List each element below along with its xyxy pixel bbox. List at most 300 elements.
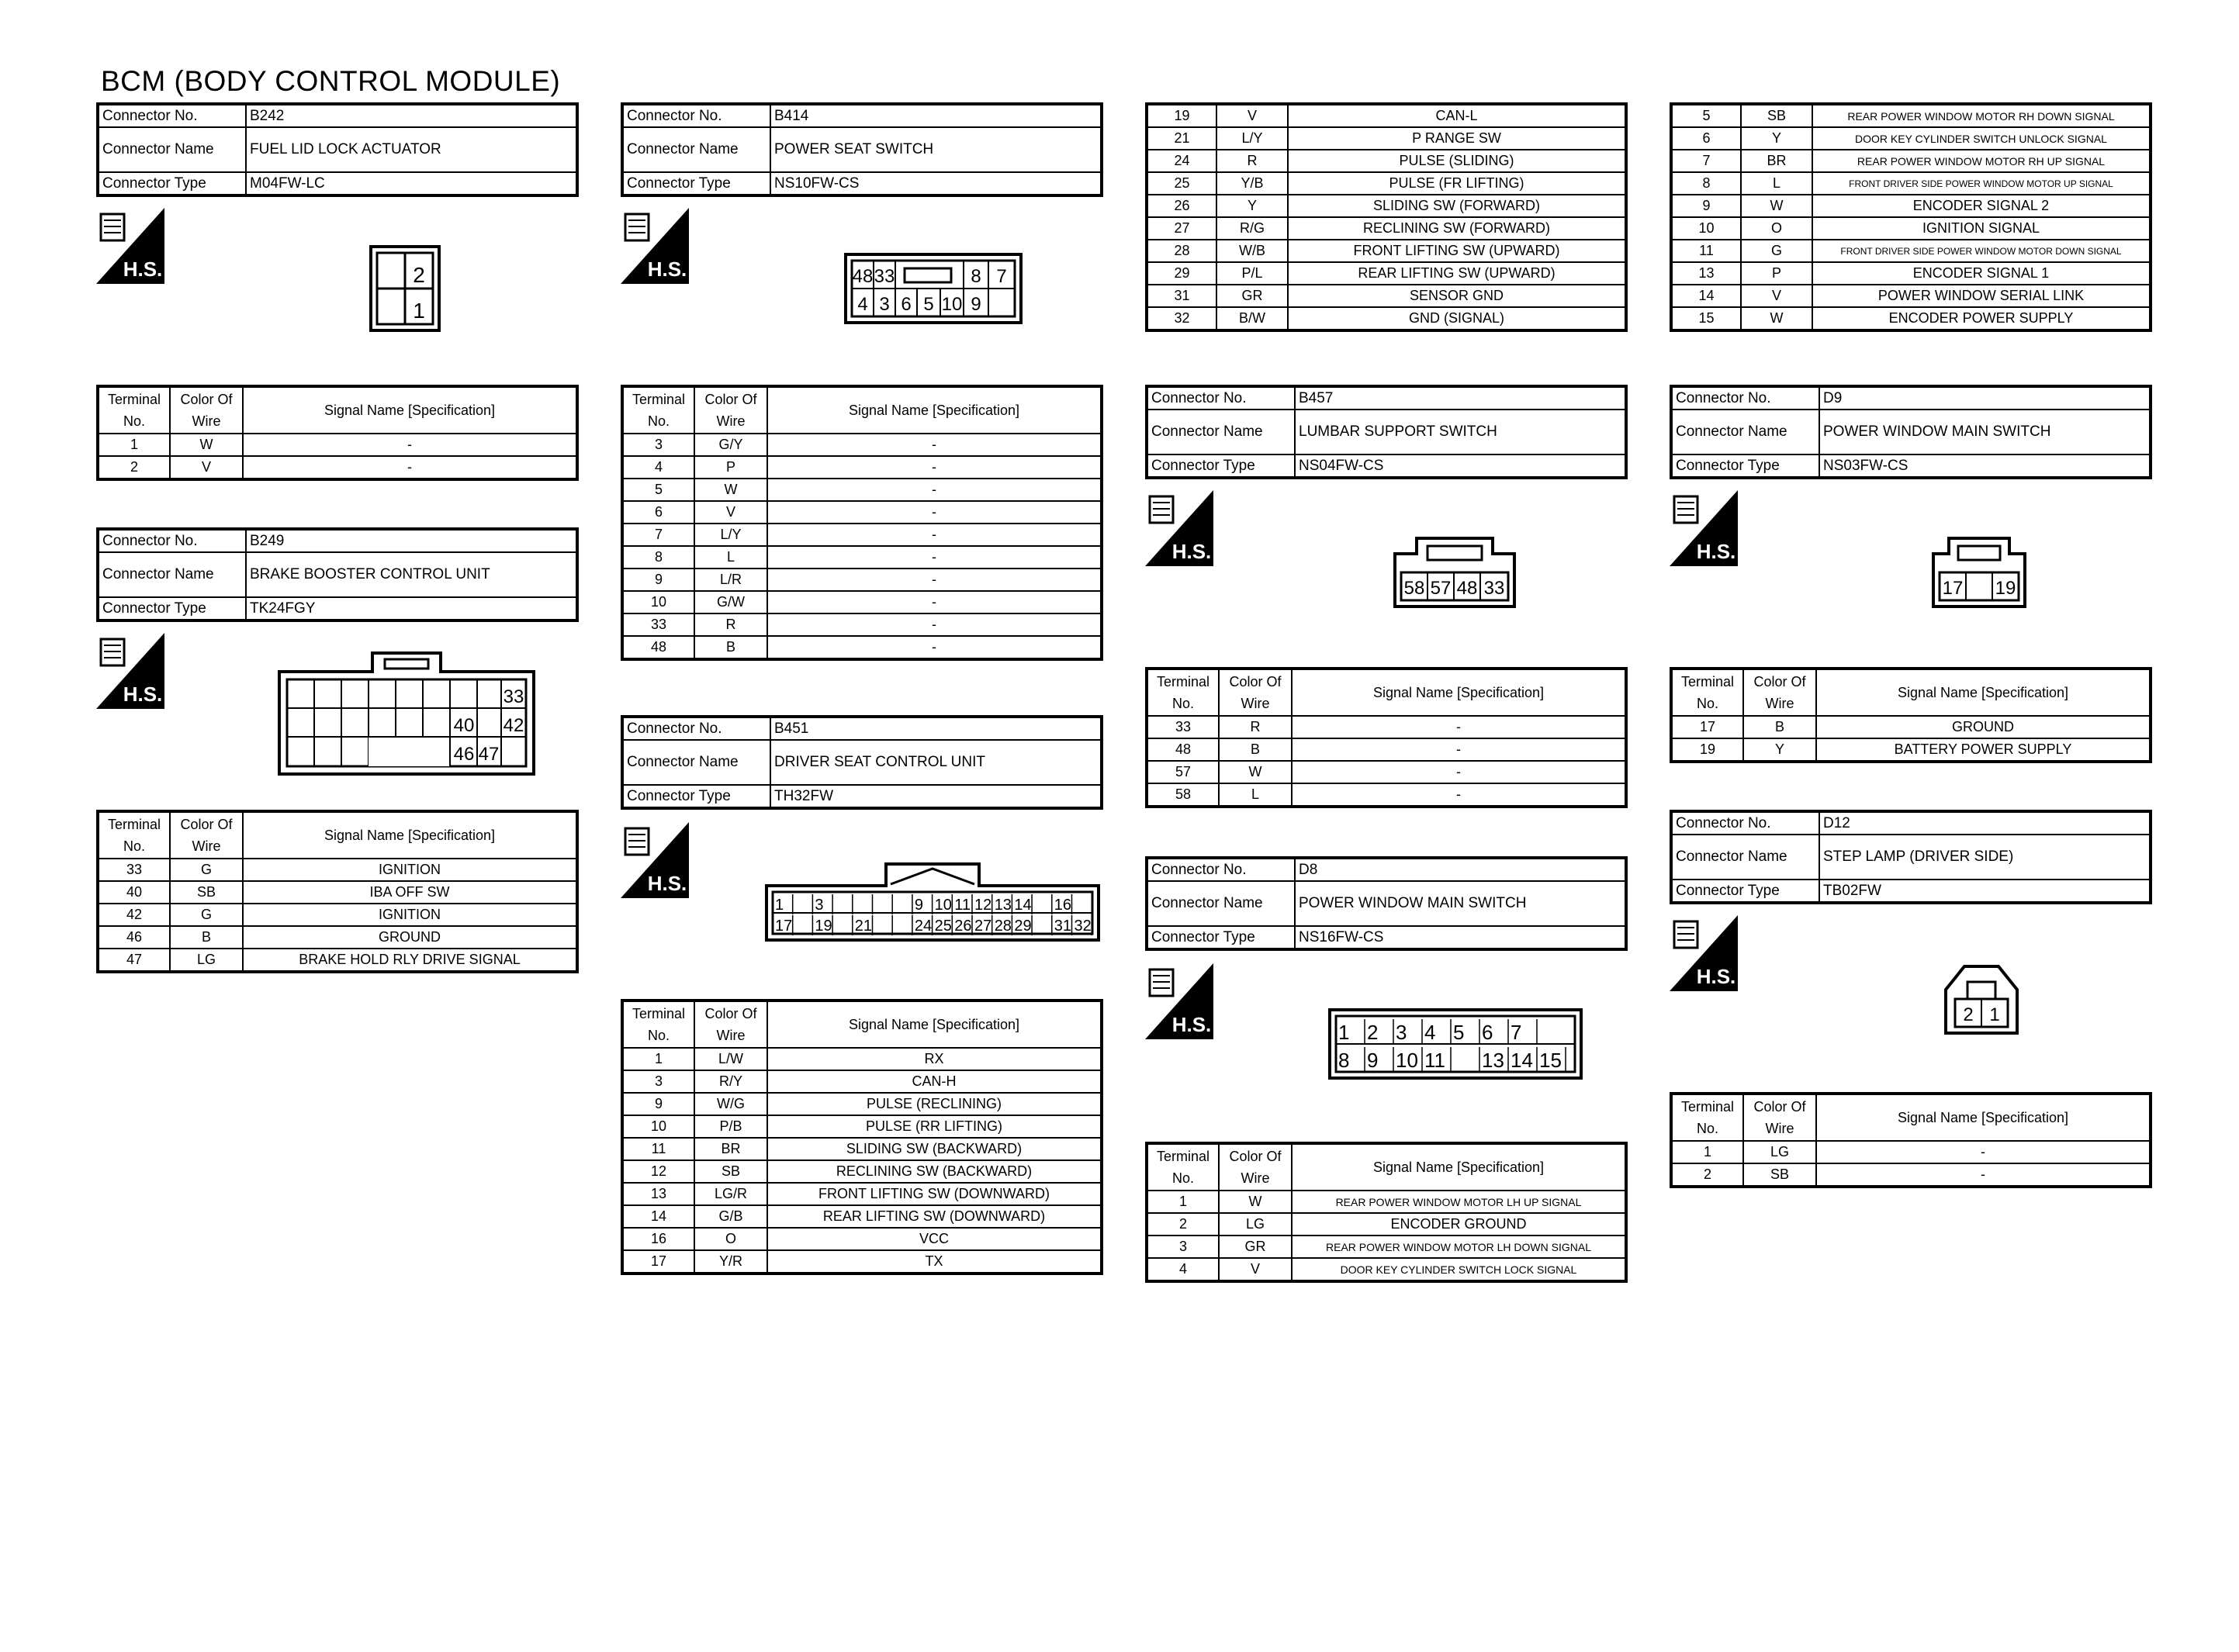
terminal-no-cell: 3: [622, 1070, 694, 1093]
wire-color-cell: G: [1741, 240, 1812, 262]
table-row: [1671, 150, 2151, 172]
wire-color-cell: Y: [1741, 127, 1812, 150]
table-row: [622, 569, 1102, 591]
terminal-no-cell: 47: [98, 949, 170, 972]
terminal-table-b457: [1145, 667, 1628, 808]
connector-face-b451: [765, 862, 1100, 942]
table-row: [1147, 1213, 1626, 1236]
svg-text:H.S.: H.S.: [647, 257, 687, 281]
table-row: [98, 881, 577, 904]
signal-name-cell: -: [767, 591, 1102, 613]
pin-label: 14: [1014, 897, 1032, 914]
table-row: [1147, 240, 1626, 262]
pin-label: 32: [1074, 918, 1092, 935]
svg-text:57: 57: [1430, 578, 1452, 599]
connector-no-label: Connector No.: [1147, 858, 1295, 881]
terminal-no-header: Terminal No.: [98, 386, 170, 434]
terminal-no-cell: 1: [1671, 1141, 1743, 1163]
terminal-no-cell: 2: [98, 456, 170, 479]
table-row: [622, 1070, 1102, 1093]
pin-label: 24: [914, 918, 933, 935]
terminal-no-header: Terminal No.: [622, 386, 694, 434]
signal-name-cell: -: [767, 479, 1102, 501]
terminal-no-cell: 12: [622, 1160, 694, 1183]
connector-type-label: Connector Type: [1671, 454, 1819, 478]
svg-text:H.S.: H.S.: [647, 872, 687, 895]
table-row: [1671, 262, 2151, 285]
table-row: [1671, 285, 2151, 307]
table-row: [1147, 716, 1626, 738]
table-row: [1147, 172, 1626, 195]
terminal-no-cell: 10: [622, 1115, 694, 1138]
svg-text:3: 3: [879, 294, 890, 315]
signal-name-cell: -: [767, 546, 1102, 569]
wire-color-cell: L: [694, 546, 767, 569]
table-row: [98, 456, 577, 479]
table-row: [622, 479, 1102, 501]
connector-name-label: Connector Name: [622, 740, 770, 785]
terminal-no-cell: 42: [98, 904, 170, 926]
terminal-no-cell: 1: [622, 1048, 694, 1070]
connector-face-b249: [278, 651, 535, 776]
connector-type-label: Connector Type: [1147, 454, 1295, 478]
svg-text:7: 7: [996, 266, 1007, 287]
wire-color-cell: V: [170, 456, 243, 479]
svg-text:48: 48: [852, 266, 874, 287]
color-header: Color Of Wire: [1743, 1094, 1816, 1141]
table-row: [1147, 104, 1626, 127]
table-row: [1671, 1163, 2151, 1187]
svg-text:H.S.: H.S.: [123, 257, 163, 281]
connector-name-label: Connector Name: [1147, 410, 1295, 454]
terminal-no-cell: 27: [1147, 217, 1216, 240]
terminal-no-cell: 19: [1671, 738, 1743, 762]
signal-name-cell: -: [1292, 783, 1626, 807]
connector-type-label: Connector Type: [98, 172, 246, 195]
signal-name-cell: -: [1816, 1141, 2151, 1163]
connector-name-label: Connector Name: [622, 127, 770, 172]
connector-type-value: M04FW-LC: [246, 172, 577, 195]
terminal-table-d8-continued: [1670, 102, 2152, 332]
wire-color-cell: SB: [1743, 1163, 1816, 1187]
terminal-no-cell: 48: [622, 636, 694, 659]
terminal-no-cell: 48: [1147, 738, 1219, 761]
signal-header: Signal Name [Specification]: [243, 811, 577, 859]
wire-color-cell: L/R: [694, 569, 767, 591]
svg-text:33: 33: [874, 266, 895, 287]
pin-label: 12: [974, 897, 992, 914]
connector-info-d8: [1145, 856, 1628, 951]
terminal-no-cell: 14: [622, 1205, 694, 1228]
connector-no-label: Connector No.: [1147, 386, 1295, 410]
table-row: [1671, 127, 2151, 150]
terminal-no-cell: 11: [1671, 240, 1741, 262]
connector-face-d8: [1328, 1008, 1583, 1080]
pin-label: 5: [1453, 1021, 1465, 1044]
wire-color-cell: L: [1741, 172, 1812, 195]
wire-color-cell: B: [694, 636, 767, 659]
svg-text:8: 8: [971, 266, 981, 287]
color-header: Color Of Wire: [170, 811, 243, 859]
terminal-no-cell: 17: [622, 1250, 694, 1274]
pin-label: 10: [934, 897, 952, 914]
svg-text:46: 46: [453, 744, 475, 765]
signal-name-cell: REAR LIFTING SW (DOWNWARD): [767, 1205, 1102, 1228]
wire-color-cell: GR: [1216, 285, 1288, 307]
signal-name-cell: SLIDING SW (BACKWARD): [767, 1138, 1102, 1160]
table-row: [1147, 285, 1626, 307]
wire-color-cell: W: [1219, 1191, 1292, 1213]
wire-color-cell: R: [1219, 716, 1292, 738]
table-row: [622, 456, 1102, 479]
svg-text:19: 19: [1995, 578, 2016, 599]
terminal-no-cell: 33: [1147, 716, 1219, 738]
terminal-no-cell: 40: [98, 881, 170, 904]
signal-name-cell: PULSE (RECLINING): [767, 1093, 1102, 1115]
signal-name-cell: RECLINING SW (BACKWARD): [767, 1160, 1102, 1183]
terminal-no-cell: 33: [98, 859, 170, 881]
signal-name-cell: -: [1816, 1163, 2151, 1187]
signal-name-cell: FRONT DRIVER SIDE POWER WINDOW MOTOR DOWN SIGNAL: [1812, 240, 2151, 262]
color-header: Color Of Wire: [1743, 669, 1816, 716]
signal-header: Signal Name [Specification]: [1292, 1143, 1626, 1191]
signal-name-cell: REAR POWER WINDOW MOTOR LH UP SIGNAL: [1292, 1191, 1626, 1213]
table-row: [622, 524, 1102, 546]
terminal-no-cell: 5: [622, 479, 694, 501]
connector-no-label: Connector No.: [98, 104, 246, 127]
connector-no-value: D12: [1819, 811, 2151, 835]
pin-label: 27: [974, 918, 992, 935]
wire-color-cell: V: [1216, 104, 1288, 127]
hs-harness-icon: [621, 208, 689, 284]
terminal-no-cell: 4: [622, 456, 694, 479]
wire-color-cell: W: [1741, 195, 1812, 217]
terminal-no-cell: 32: [1147, 307, 1216, 330]
signal-header: Signal Name [Specification]: [767, 1001, 1102, 1048]
signal-name-cell: -: [767, 569, 1102, 591]
wire-color-cell: G: [170, 859, 243, 881]
connector-no-value: B457: [1295, 386, 1626, 410]
connector-info-d12: [1670, 810, 2152, 904]
pin-label: 10: [1396, 1049, 1418, 1072]
pin-label: 31: [1054, 918, 1072, 935]
table-row: [1147, 1236, 1626, 1258]
connector-no-value: B249: [246, 529, 577, 552]
wire-color-cell: W: [1741, 307, 1812, 330]
signal-name-cell: -: [243, 456, 577, 479]
table-row: [1671, 240, 2151, 262]
wire-color-cell: P: [694, 456, 767, 479]
svg-text:58: 58: [1403, 578, 1425, 599]
wire-color-cell: L/W: [694, 1048, 767, 1070]
table-row: [622, 636, 1102, 659]
wire-color-cell: BR: [1741, 150, 1812, 172]
signal-name-cell: ENCODER GROUND: [1292, 1213, 1626, 1236]
terminal-no-header: Terminal No.: [98, 811, 170, 859]
wire-color-cell: Y/R: [694, 1250, 767, 1274]
signal-name-cell: ENCODER SIGNAL 1: [1812, 262, 2151, 285]
connector-type-label: Connector Type: [622, 785, 770, 808]
connector-type-value: TH32FW: [770, 785, 1102, 808]
wire-color-cell: Y: [1216, 195, 1288, 217]
connector-no-label: Connector No.: [98, 529, 246, 552]
terminal-no-cell: 31: [1147, 285, 1216, 307]
svg-text:2: 2: [1963, 1004, 1974, 1025]
connector-info-d9: [1670, 385, 2152, 479]
wire-color-cell: V: [1741, 285, 1812, 307]
wire-color-cell: L/Y: [694, 524, 767, 546]
pin-label: 26: [954, 918, 972, 935]
svg-text:48: 48: [1456, 578, 1478, 599]
terminal-no-cell: 10: [622, 591, 694, 613]
connector-name-value: STEP LAMP (DRIVER SIDE): [1819, 835, 2151, 880]
terminal-no-cell: 10: [1671, 217, 1741, 240]
table-row: [622, 591, 1102, 613]
connector-face-b457: [1393, 537, 1516, 608]
signal-name-cell: GROUND: [1816, 716, 2151, 738]
svg-text:H.S.: H.S.: [1171, 540, 1212, 563]
pin-label: 3: [815, 897, 824, 914]
connector-info-b249: [96, 527, 579, 622]
connector-info-b451: [621, 715, 1103, 810]
wire-color-cell: W/B: [1216, 240, 1288, 262]
svg-text:33: 33: [503, 686, 524, 707]
signal-name-cell: -: [243, 434, 577, 456]
signal-name-cell: GROUND: [243, 926, 577, 949]
hs-harness-icon: [621, 822, 689, 898]
signal-name-cell: IGNITION: [243, 904, 577, 926]
svg-text:17: 17: [1942, 578, 1964, 599]
table-row: [622, 546, 1102, 569]
pin-label: 14: [1511, 1049, 1533, 1072]
svg-text:47: 47: [478, 744, 500, 765]
signal-name-cell: RX: [767, 1048, 1102, 1070]
signal-name-cell: REAR POWER WINDOW MOTOR RH DOWN SIGNAL: [1812, 104, 2151, 127]
connector-no-value: D8: [1295, 858, 1626, 881]
hs-harness-icon: [1145, 963, 1213, 1039]
connector-name-label: Connector Name: [1671, 410, 1819, 454]
connector-type-value: TK24FGY: [246, 597, 577, 620]
pin-label: 11: [954, 897, 971, 914]
pin-label: 8: [1338, 1049, 1350, 1072]
wire-color-cell: P/L: [1216, 262, 1288, 285]
signal-name-cell: FRONT LIFTING SW (DOWNWARD): [767, 1183, 1102, 1205]
signal-name-cell: BATTERY POWER SUPPLY: [1816, 738, 2151, 762]
wire-color-cell: V: [1219, 1258, 1292, 1281]
table-row: [98, 926, 577, 949]
wire-color-cell: V: [694, 501, 767, 524]
pin-label: 4: [1424, 1021, 1436, 1044]
wire-color-cell: BR: [694, 1138, 767, 1160]
svg-text:H.S.: H.S.: [1696, 965, 1736, 988]
page-title: BCM (BODY CONTROL MODULE): [101, 65, 561, 97]
connector-face-d9: [1932, 537, 2026, 608]
connector-type-value: NS03FW-CS: [1819, 454, 2151, 478]
hs-harness-icon: [96, 633, 164, 709]
table-row: [1147, 1258, 1626, 1281]
pin-label: 2: [1367, 1021, 1379, 1044]
connector-type-label: Connector Type: [1671, 880, 1819, 903]
table-row: [622, 1093, 1102, 1115]
signal-header: Signal Name [Specification]: [1816, 1094, 2151, 1141]
wire-color-cell: R/G: [1216, 217, 1288, 240]
wire-color-cell: O: [1741, 217, 1812, 240]
svg-text:H.S.: H.S.: [1696, 540, 1736, 563]
terminal-no-cell: 6: [622, 501, 694, 524]
terminal-no-cell: 15: [1671, 307, 1741, 330]
connector-face-b414: [844, 253, 1023, 324]
table-row: [622, 613, 1102, 636]
pin-label: 15: [1539, 1049, 1562, 1072]
table-row: [1147, 783, 1626, 807]
table-row: [1147, 307, 1626, 330]
terminal-no-cell: 9: [1671, 195, 1741, 217]
terminal-no-cell: 24: [1147, 150, 1216, 172]
color-header: Color Of Wire: [1219, 1143, 1292, 1191]
connector-name-value: POWER WINDOW MAIN SWITCH: [1819, 410, 2151, 454]
signal-name-cell: PULSE (FR LIFTING): [1288, 172, 1626, 195]
signal-name-cell: ENCODER POWER SUPPLY: [1812, 307, 2151, 330]
connector-no-value: B451: [770, 717, 1102, 740]
terminal-no-header: Terminal No.: [1671, 669, 1743, 716]
pin-label: 7: [1511, 1021, 1522, 1044]
color-header: Color Of Wire: [694, 1001, 767, 1048]
connector-type-label: Connector Type: [98, 597, 246, 620]
signal-name-cell: -: [767, 501, 1102, 524]
signal-name-cell: RECLINING SW (FORWARD): [1288, 217, 1626, 240]
connector-type-value: NS16FW-CS: [1295, 926, 1626, 949]
wire-color-cell: G/B: [694, 1205, 767, 1228]
terminal-no-cell: 7: [1671, 150, 1741, 172]
connector-no-value: D9: [1819, 386, 2151, 410]
svg-text:40: 40: [453, 715, 475, 736]
pin-label: 29: [1014, 918, 1032, 935]
wire-color-cell: G/W: [694, 591, 767, 613]
wire-color-cell: B: [170, 926, 243, 949]
connector-name-value: DRIVER SEAT CONTROL UNIT: [770, 740, 1102, 785]
terminal-no-cell: 26: [1147, 195, 1216, 217]
wire-color-cell: SB: [1741, 104, 1812, 127]
signal-name-cell: TX: [767, 1250, 1102, 1274]
wire-color-cell: L: [1219, 783, 1292, 807]
svg-text:1: 1: [1989, 1004, 2000, 1025]
signal-name-cell: ENCODER SIGNAL 2: [1812, 195, 2151, 217]
wire-color-cell: W: [170, 434, 243, 456]
terminal-no-cell: 29: [1147, 262, 1216, 285]
wire-color-cell: Y: [1743, 738, 1816, 762]
connector-name-value: BRAKE BOOSTER CONTROL UNIT: [246, 552, 577, 597]
signal-name-cell: -: [767, 434, 1102, 456]
terminal-no-cell: 2: [1147, 1213, 1219, 1236]
signal-name-cell: GND (SIGNAL): [1288, 307, 1626, 330]
terminal-no-cell: 1: [1147, 1191, 1219, 1213]
terminal-no-cell: 13: [1671, 262, 1741, 285]
svg-text:4: 4: [857, 294, 868, 315]
color-header: Color Of Wire: [694, 386, 767, 434]
pin-label: 28: [994, 918, 1012, 935]
connector-type-label: Connector Type: [622, 172, 770, 195]
connector-name-value: LUMBAR SUPPORT SWITCH: [1295, 410, 1626, 454]
connector-name-value: FUEL LID LOCK ACTUATOR: [246, 127, 577, 172]
terminal-no-cell: 28: [1147, 240, 1216, 262]
terminal-no-cell: 46: [98, 926, 170, 949]
terminal-table-d8: [1145, 1142, 1628, 1283]
terminal-no-cell: 8: [1671, 172, 1741, 195]
terminal-no-header: Terminal No.: [1671, 1094, 1743, 1141]
connector-no-label: Connector No.: [622, 717, 770, 740]
table-row: [98, 434, 577, 456]
terminal-no-cell: 58: [1147, 783, 1219, 807]
color-header: Color Of Wire: [170, 386, 243, 434]
terminal-table-d9: [1670, 667, 2152, 763]
pin-label: 25: [934, 918, 952, 935]
wire-color-cell: Y/B: [1216, 172, 1288, 195]
terminal-no-cell: 17: [1671, 716, 1743, 738]
pin-label: 2: [413, 263, 425, 287]
pin-label: 21: [854, 918, 873, 935]
connector-info-b414: [621, 102, 1103, 197]
color-header: Color Of Wire: [1219, 669, 1292, 716]
table-row: [1147, 217, 1626, 240]
pin-label: 9: [1367, 1049, 1379, 1072]
connector-info-b457: [1145, 385, 1628, 479]
pin-label: 17: [775, 918, 793, 935]
signal-name-cell: P RANGE SW: [1288, 127, 1626, 150]
svg-text:10: 10: [941, 294, 963, 315]
terminal-no-cell: 25: [1147, 172, 1216, 195]
table-row: [622, 1228, 1102, 1250]
wire-color-cell: SB: [170, 881, 243, 904]
connector-type-value: NS10FW-CS: [770, 172, 1102, 195]
table-row: [622, 1250, 1102, 1274]
connector-no-label: Connector No.: [622, 104, 770, 127]
wire-color-cell: L/Y: [1216, 127, 1288, 150]
connector-type-label: Connector Type: [1147, 926, 1295, 949]
wire-color-cell: LG: [1219, 1213, 1292, 1236]
wire-color-cell: W: [694, 479, 767, 501]
terminal-no-cell: 13: [622, 1183, 694, 1205]
terminal-table-b451: [621, 999, 1103, 1275]
signal-header: Signal Name [Specification]: [1292, 669, 1626, 716]
table-row: [622, 501, 1102, 524]
signal-header: Signal Name [Specification]: [767, 386, 1102, 434]
signal-name-cell: SENSOR GND: [1288, 285, 1626, 307]
terminal-no-cell: 6: [1671, 127, 1741, 150]
connector-no-label: Connector No.: [1671, 386, 1819, 410]
svg-text:H.S.: H.S.: [1171, 1013, 1212, 1036]
terminal-no-cell: 2: [1671, 1163, 1743, 1187]
wire-color-cell: LG: [1743, 1141, 1816, 1163]
pin-label: 13: [994, 897, 1012, 914]
terminal-no-header: Terminal No.: [1147, 669, 1219, 716]
terminal-no-header: Terminal No.: [1147, 1143, 1219, 1191]
signal-name-cell: DOOR KEY CYLINDER SWITCH UNLOCK SIGNAL: [1812, 127, 2151, 150]
table-row: [622, 1183, 1102, 1205]
table-row: [1671, 217, 2151, 240]
svg-text:33: 33: [1483, 578, 1505, 599]
svg-text:5: 5: [923, 294, 934, 315]
table-row: [98, 949, 577, 972]
wire-color-cell: R/Y: [694, 1070, 767, 1093]
table-row: [1147, 150, 1626, 172]
signal-name-cell: REAR POWER WINDOW MOTOR RH UP SIGNAL: [1812, 150, 2151, 172]
terminal-no-cell: 5: [1671, 104, 1741, 127]
table-row: [1671, 195, 2151, 217]
signal-name-cell: FRONT LIFTING SW (UPWARD): [1288, 240, 1626, 262]
wire-color-cell: R: [694, 613, 767, 636]
table-row: [1671, 307, 2151, 330]
signal-name-cell: IGNITION SIGNAL: [1812, 217, 2151, 240]
